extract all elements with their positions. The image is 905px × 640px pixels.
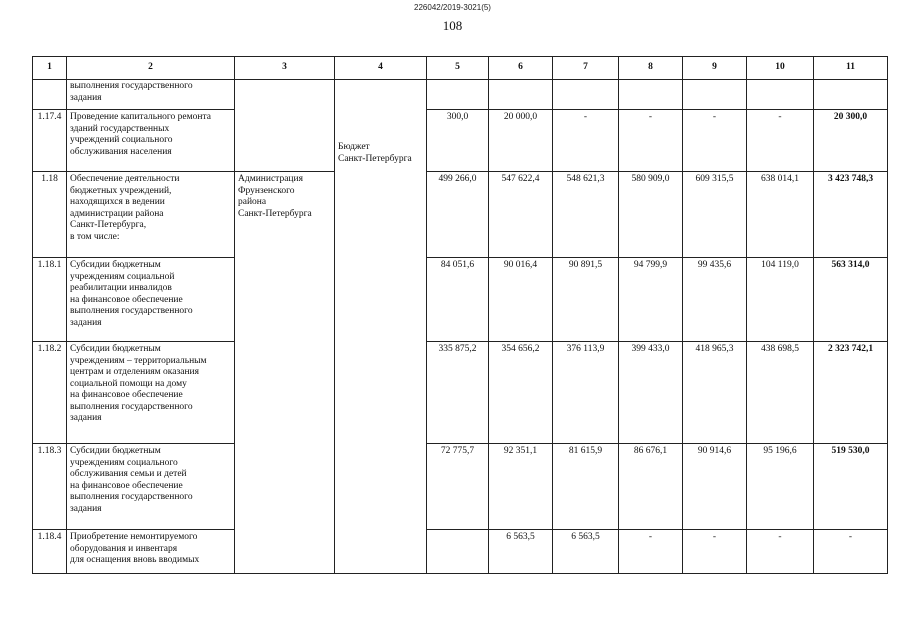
- value-cell: 94 799,9: [619, 258, 683, 342]
- value-cell: [619, 80, 683, 110]
- value-cell: [747, 80, 814, 110]
- value-cell: 99 435,6: [683, 258, 747, 342]
- value-cell: 95 196,6: [747, 444, 814, 530]
- total-cell: 519 530,0: [814, 444, 888, 530]
- total-cell: [814, 80, 888, 110]
- page-number: 108: [442, 18, 463, 33]
- value-cell: 376 113,9: [553, 342, 619, 444]
- value-cell: 418 965,3: [683, 342, 747, 444]
- column-header: 3: [235, 57, 335, 80]
- column-header: 8: [619, 57, 683, 80]
- column-header: 7: [553, 57, 619, 80]
- column-header: 6: [489, 57, 553, 80]
- value-cell: 6 563,5: [553, 530, 619, 574]
- value-cell: -: [683, 110, 747, 172]
- empty-cell: [235, 80, 335, 172]
- value-cell: 84 051,6: [427, 258, 489, 342]
- table-row: [33, 172, 888, 258]
- value-cell: -: [814, 530, 888, 574]
- value-cell: 399 433,0: [619, 342, 683, 444]
- value-cell: 335 875,2: [427, 342, 489, 444]
- value-cell: -: [747, 110, 814, 172]
- value-cell: 580 909,0: [619, 172, 683, 258]
- value-cell: 6 563,5: [489, 530, 553, 574]
- row-description: Субсидии бюджетным учреждениям социальной реабилитации инвалидов на финансовое обеспечение выполнения государственного задания: [67, 258, 235, 342]
- row-description: Субсидии бюджетным учреждениям социального обслуживания семьи и детей на финансовое обеспечение выполнения государственного задания: [67, 444, 235, 530]
- value-cell: 104 119,0: [747, 258, 814, 342]
- total-cell: 2 323 742,1: [814, 342, 888, 444]
- table-row: [33, 342, 888, 444]
- column-header: 9: [683, 57, 747, 80]
- value-cell: 90 891,5: [553, 258, 619, 342]
- funding-source: Бюджет Санкт-Петербурга: [335, 80, 427, 574]
- row-id: [33, 80, 67, 110]
- value-cell: 90 016,4: [489, 258, 553, 342]
- document-code: 226042/2019-3021(5): [414, 3, 491, 12]
- row-id: 1.18.4: [33, 530, 67, 574]
- administration-name: Администрация Фрунзенского района Санкт-Петербурга: [235, 172, 335, 574]
- value-cell: 81 615,9: [553, 444, 619, 530]
- value-cell: [683, 80, 747, 110]
- table-row: [33, 444, 888, 530]
- column-header: 5: [427, 57, 489, 80]
- row-id: 1.18.1: [33, 258, 67, 342]
- value-cell: 72 775,7: [427, 444, 489, 530]
- row-description: Субсидии бюджетным учреждениям – территориальным центрам и отделениям оказания социальной помощи на дому на финансовое обеспечение выполнения государственного задания: [67, 342, 235, 444]
- row-id: 1.17.4: [33, 110, 67, 172]
- value-cell: [427, 80, 489, 110]
- value-cell: 609 315,5: [683, 172, 747, 258]
- total-cell: 563 314,0: [814, 258, 888, 342]
- column-header: 11: [814, 57, 888, 80]
- value-cell: 499 266,0: [427, 172, 489, 258]
- value-cell: 548 621,3: [553, 172, 619, 258]
- value-cell: -: [619, 110, 683, 172]
- row-id: 1.18.3: [33, 444, 67, 530]
- row-description: Обеспечение деятельности бюджетных учреждений, находящихся в ведении администрации района Санкт-Петербурга, в том числе:: [67, 172, 235, 258]
- table-row: [33, 530, 888, 574]
- value-cell: -: [619, 530, 683, 574]
- value-cell: 547 622,4: [489, 172, 553, 258]
- value-cell: 90 914,6: [683, 444, 747, 530]
- total-cell: 3 423 748,3: [814, 172, 888, 258]
- value-cell: 438 698,5: [747, 342, 814, 444]
- column-header: 1: [33, 57, 67, 80]
- value-cell: [553, 80, 619, 110]
- value-cell: -: [553, 110, 619, 172]
- table-row: [33, 80, 888, 110]
- table-row: [33, 110, 888, 172]
- table-header-row: [33, 57, 888, 80]
- value-cell: [489, 80, 553, 110]
- column-header: 2: [67, 57, 235, 80]
- row-id: 1.18: [33, 172, 67, 258]
- budget-table: [32, 56, 888, 574]
- value-cell: 92 351,1: [489, 444, 553, 530]
- value-cell: 300,0: [427, 110, 489, 172]
- value-cell: 20 000,0: [489, 110, 553, 172]
- value-cell: 86 676,1: [619, 444, 683, 530]
- row-id: 1.18.2: [33, 342, 67, 444]
- table-row: [33, 258, 888, 342]
- row-description: выполнения государственного задания: [67, 80, 235, 110]
- row-description: Приобретение немонтируемого оборудования и инвентаря для оснащения вновь вводимых: [67, 530, 235, 574]
- row-description: Проведение капитального ремонта зданий государственных учреждений социального обслуживания населения: [67, 110, 235, 172]
- value-cell: 638 014,1: [747, 172, 814, 258]
- empty-cell: [427, 530, 489, 574]
- column-header: 4: [335, 57, 427, 80]
- column-header: 10: [747, 57, 814, 80]
- value-cell: -: [683, 530, 747, 574]
- value-cell: -: [747, 530, 814, 574]
- total-cell: 20 300,0: [814, 110, 888, 172]
- value-cell: 354 656,2: [489, 342, 553, 444]
